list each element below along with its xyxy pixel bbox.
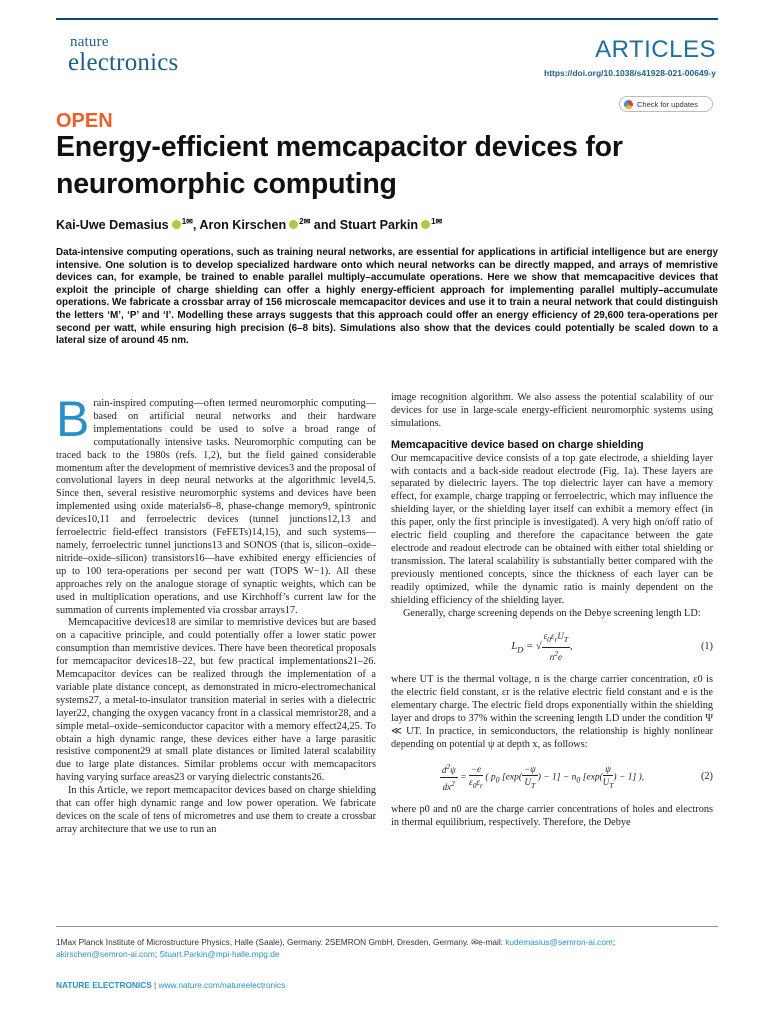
body-paragraph: Our memcapacitive device consists of a top gate electrode, a shielding layer with contacts and a back-side readout electrode (Fig. 1a). These layers are separated by dielectric layers. The top dielectric layer can have a memory effect, for example, charge trapping or ferroelectric, which may influence the shielding layer, or the shielding layer itself can exhibit a memory effect (in this paper, only the first principle is investigated). A very high on/off ratio of electric field coupling and therefore the capacitance between the gate electrode and readout electrode can be obtained with either total shielding or transmission. The lateral scalability is substantially better compared with the previously mentioned concepts, since the thickness of each layer can be readily optimized, while the dynamic ratio is mainly dependent on the shielding efficiency of the shielding layer. [391, 452, 713, 606]
journal-name: NATURE ELECTRONICS [56, 980, 152, 990]
check-updates-label: Check for updates [637, 99, 698, 109]
author-name[interactable]: Aron Kirschen [199, 218, 287, 233]
equation-1-body: $L_D$ = √ $\frac{\varepsilon_0\varepsilon_rU_T}{n^2e}$ , [511, 631, 573, 663]
journal-logo-top[interactable]: nature [70, 34, 109, 50]
author-affiliation: 1✉ [181, 217, 193, 226]
orcid-icon[interactable] [421, 220, 430, 229]
section-heading: Memcapacitive device based on charge shielding [391, 438, 644, 451]
author-affiliation: 2✉ [299, 217, 311, 226]
body-paragraph: rain-inspired computing—often termed neuromorphic computing—based on artificial neural networks and their hardware implementations could be used to solve a broad range of computationally intensive tasks. Neuromorphic computing can be traced back to the 1980s (refs. 1,2), but the field gained considerable momentum after the development of memristive devices3 and the proposal of convolutional layers in deep neural networks at the algorithmic level4,5. Since then, several resistive neuromorphic systems and devices have been implemented using oxide materials6–8, phase-change memory9, spintronic devices10,11 and ferroelectric devices (tunnel junctions12,13 and ferroelectric field-effect transistors (FeFETs)14,15), and such systems—namely, ferroelectric tunnel junctions13 and SONOS (that is, silicon–oxide–nitride–oxide–silicon) transistors16—have exhibited energy efficiencies of up to 100 tera-operations per second per watt (TOPS W−1). All these approaches rely on the analogue storage of synaptic weights, which can be used in multiplication operations, and use Kirchhoff’s current law for the summation of currents implemented via crossbar arrays17. [56, 398, 376, 616]
header-rule [56, 18, 718, 20]
journal-url-link[interactable]: www.nature.com/natureelectronics [158, 980, 286, 990]
footer-separator: | [151, 980, 159, 990]
affiliations-text: 1Max Planck Institute of Microstructure Physics, Halle (Saale), Germany. 2SEMRON GmbH, Dresden, Germany. ✉e-mail: [56, 937, 506, 947]
drop-cap: B [56, 391, 90, 447]
author-separator: , [192, 218, 200, 233]
author-name[interactable]: Stuart Parkin [339, 218, 419, 233]
author-list [56, 217, 442, 232]
section-label: ARTICLES [595, 36, 716, 63]
equation-1 [391, 630, 713, 664]
email-separator: ; [612, 937, 616, 947]
journal-logo-bottom[interactable]: electronics [68, 49, 179, 76]
abstract: Data-intensive computing operations, such as training neural networks, are essential for applications in artificial intelligence but are energy intensive. One solution is to develop specialized hardware onto which neural networks can be directly mapped, and arrays of memristive devices can, for example, be trained to enable parallel multiply–accumulate operations. Here we show that memcapacitive devices that exploit the principle of charge shielding can offer a highly energy-efficient approach for implementing parallel multiply–accumulate operations. We fabricate a crossbar array of 156 microscale memcapacitor devices and use it to train a neural network that could distinguish the letters ‘M’, ‘P’ and ‘I’. Modelling these arrays suggests that this approach could offer an energy efficiency of 29,600 tera-operations per second per watt, while ensuring high precision (6–8 bits). Simulations also show that the devices could potentially be scaled down to a lateral size of around 45 nm. [56, 247, 718, 347]
body-paragraph: Memcapacitive devices18 are similar to memristive devices but are based on a capacitive principle, and could potentially offer a lower static power consumption than memristive devices. There have been theoretical proposals for memcapacitor devices18–22, but few practical implementations21–26. Memcapacitor devices can be realized through the implementation of a variable plate distance concept, as demonstrated in micro-electromechanical systems27, a metal-to-insulator transition material in series with a dielectric layer22, changing the oxygen vacancy front in a classical memristor28, and a simple metal–oxide–semiconductor capacitor with a memory effect24,25. To obtain a high dynamic range, these devices either have a large parasitic resistive component29 at small plate distances or limited lateral scalability due to large plate distances. Similar problems occur with memcapacitors having varying surface areas23 or varying dielectric constants26. [56, 617, 376, 784]
email-link[interactable]: kudemasius@semron-ai.com [505, 937, 613, 947]
equation-2-body: $\frac{d^2\psi}{dx^2}$ = $\frac{-e}{\varepsilon_0\varepsilon_r}$ ( $p_0$ [exp( $\frac{-\psi}{U_T}$ ) − $1] - n_0$ [exp( $\frac{\psi}{U_T}$ ) − 1] ), [441, 762, 645, 793]
footnote-rule [56, 926, 718, 927]
affiliations-footnote [56, 936, 718, 960]
email-link[interactable]: Stuart.Parkin@mpi-halle.mpg.de [159, 949, 280, 959]
doi-link[interactable]: https://doi.org/10.1038/s41928-021-00649-y [544, 68, 716, 78]
email-link[interactable]: akirschen@semron-ai.com [56, 949, 155, 959]
body-paragraph: where p0 and n0 are the charge carrier concentrations of holes and electrons in thermal equilibrium, respectively. Therefore, the Debye [391, 804, 713, 829]
author-name[interactable]: Kai-Uwe Demasius [56, 218, 169, 233]
body-paragraph: In this Article, we report memcapacitor devices based on charge shielding that can offer high dynamic range and low power operation. We fabricate devices on the scale of tens of micrometres and use them to create a crossbar array architecture that we use to run an [56, 785, 376, 835]
check-updates-button[interactable] [619, 96, 713, 112]
equation-1-number: (1) [700, 640, 713, 652]
equation-2 [391, 761, 713, 794]
left-column [56, 391, 376, 837]
right-column [391, 392, 713, 830]
crossmark-icon [624, 100, 633, 109]
email-separator: ; [154, 949, 160, 959]
author-separator: and [310, 218, 340, 233]
equation-2-number: (2) [700, 771, 713, 783]
open-access-label: OPEN [56, 110, 113, 132]
orcid-icon[interactable] [172, 220, 181, 229]
page-footer [56, 980, 285, 990]
orcid-icon[interactable] [289, 220, 298, 229]
body-paragraph: image recognition algorithm. We also assess the potential scalability of our devices for use in large-scale energy-efficient neuromorphic systems using simulations. [391, 392, 713, 429]
body-paragraph: Generally, charge screening depends on the Debye screening length LD: [403, 607, 701, 619]
body-paragraph: where UT is the thermal voltage, n is the charge carrier concentration, ε0 is the electric field constant, εr is the relative electric field constant and e is the elementary charge. The electric field drops exponentially within the shielding layer and drops to 37% within the screening length LD under the condition Ψ ≪ UT. In practice, in semiconductors, the relationship is highly nonlinear depending on potential ψ at depth x, as follows: [391, 674, 713, 750]
article-title: Energy-efficient memcapacitor devices for neuromorphic computing [56, 131, 623, 200]
author-affiliation: 1✉ [431, 217, 443, 226]
